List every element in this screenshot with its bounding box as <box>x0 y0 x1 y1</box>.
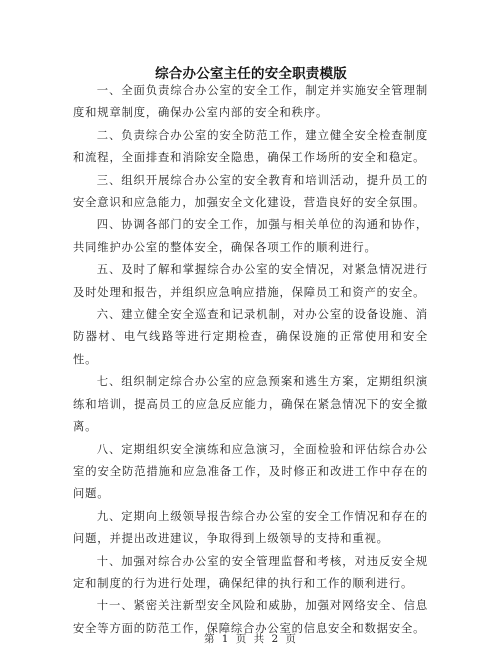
paragraph: 八、定期组织安全演练和应急演习，全面检验和评估综合办公室的安全防范措施和应急准备工作，及时修正和改进工作中存在的问题。 <box>73 442 428 501</box>
paragraph: 四、协调各部门的安全工作，加强与相关单位的沟通和协作，共同维护办公室的整体安全，确保各项工作的顺利进行。 <box>73 218 428 254</box>
document-body <box>73 80 428 640</box>
paragraph: 六、建立健全安全巡查和记录机制，对办公室的设备设施、消防器材、电气线路等进行定期检查，确保设施的正常使用和安全性。 <box>73 308 428 366</box>
document-title: 综合办公室主任的安全职责模版 <box>155 66 347 82</box>
paragraph: 二、负责综合办公室的安全防范工作，建立健全安全检查制度和流程，全面排查和消除安全隐患，确保工作场所的安全和稳定。 <box>73 128 428 165</box>
paragraph: 七、组织制定综合办公室的应急预案和逃生方案，定期组织演练和培训，提高员工的应急反应能力，确保在紧急情况下的安全撤离。 <box>73 375 428 434</box>
paragraph: 五、及时了解和掌握综合办公室的安全情况，对紧急情况进行及时处理和报告，并组织应急响应措施，保障员工和资产的安全。 <box>73 263 428 299</box>
paragraph: 三、组织开展综合办公室的安全教育和培训活动，提升员工的安全意识和应急能力，加强安全文化建设，营造良好的安全氛围。 <box>73 173 428 210</box>
paragraph: 九、定期向上级领导报告综合办公室的安全工作情况和存在的问题，并提出改进建议，争取得到上级领导的支持和重视。 <box>73 509 428 546</box>
paragraph: 十、加强对综合办公室的安全管理监督和考核，对违反安全规定和制度的行为进行处理，确保纪律的执行和工作的顺利进行。 <box>73 554 428 590</box>
page-footer: 第 1 页 共 2 页 <box>203 633 299 645</box>
paragraph: 一、全面负责综合办公室的安全工作，制定并实施安全管理制度和规章制度，确保办公室内部的安全和秩序。 <box>73 84 428 120</box>
paragraph: 十一、紧密关注新型安全风险和威胁，加强对网络安全、信息安全等方面的防范工作，保障综合办公室的信息安全和数据安全。 <box>73 599 428 635</box>
